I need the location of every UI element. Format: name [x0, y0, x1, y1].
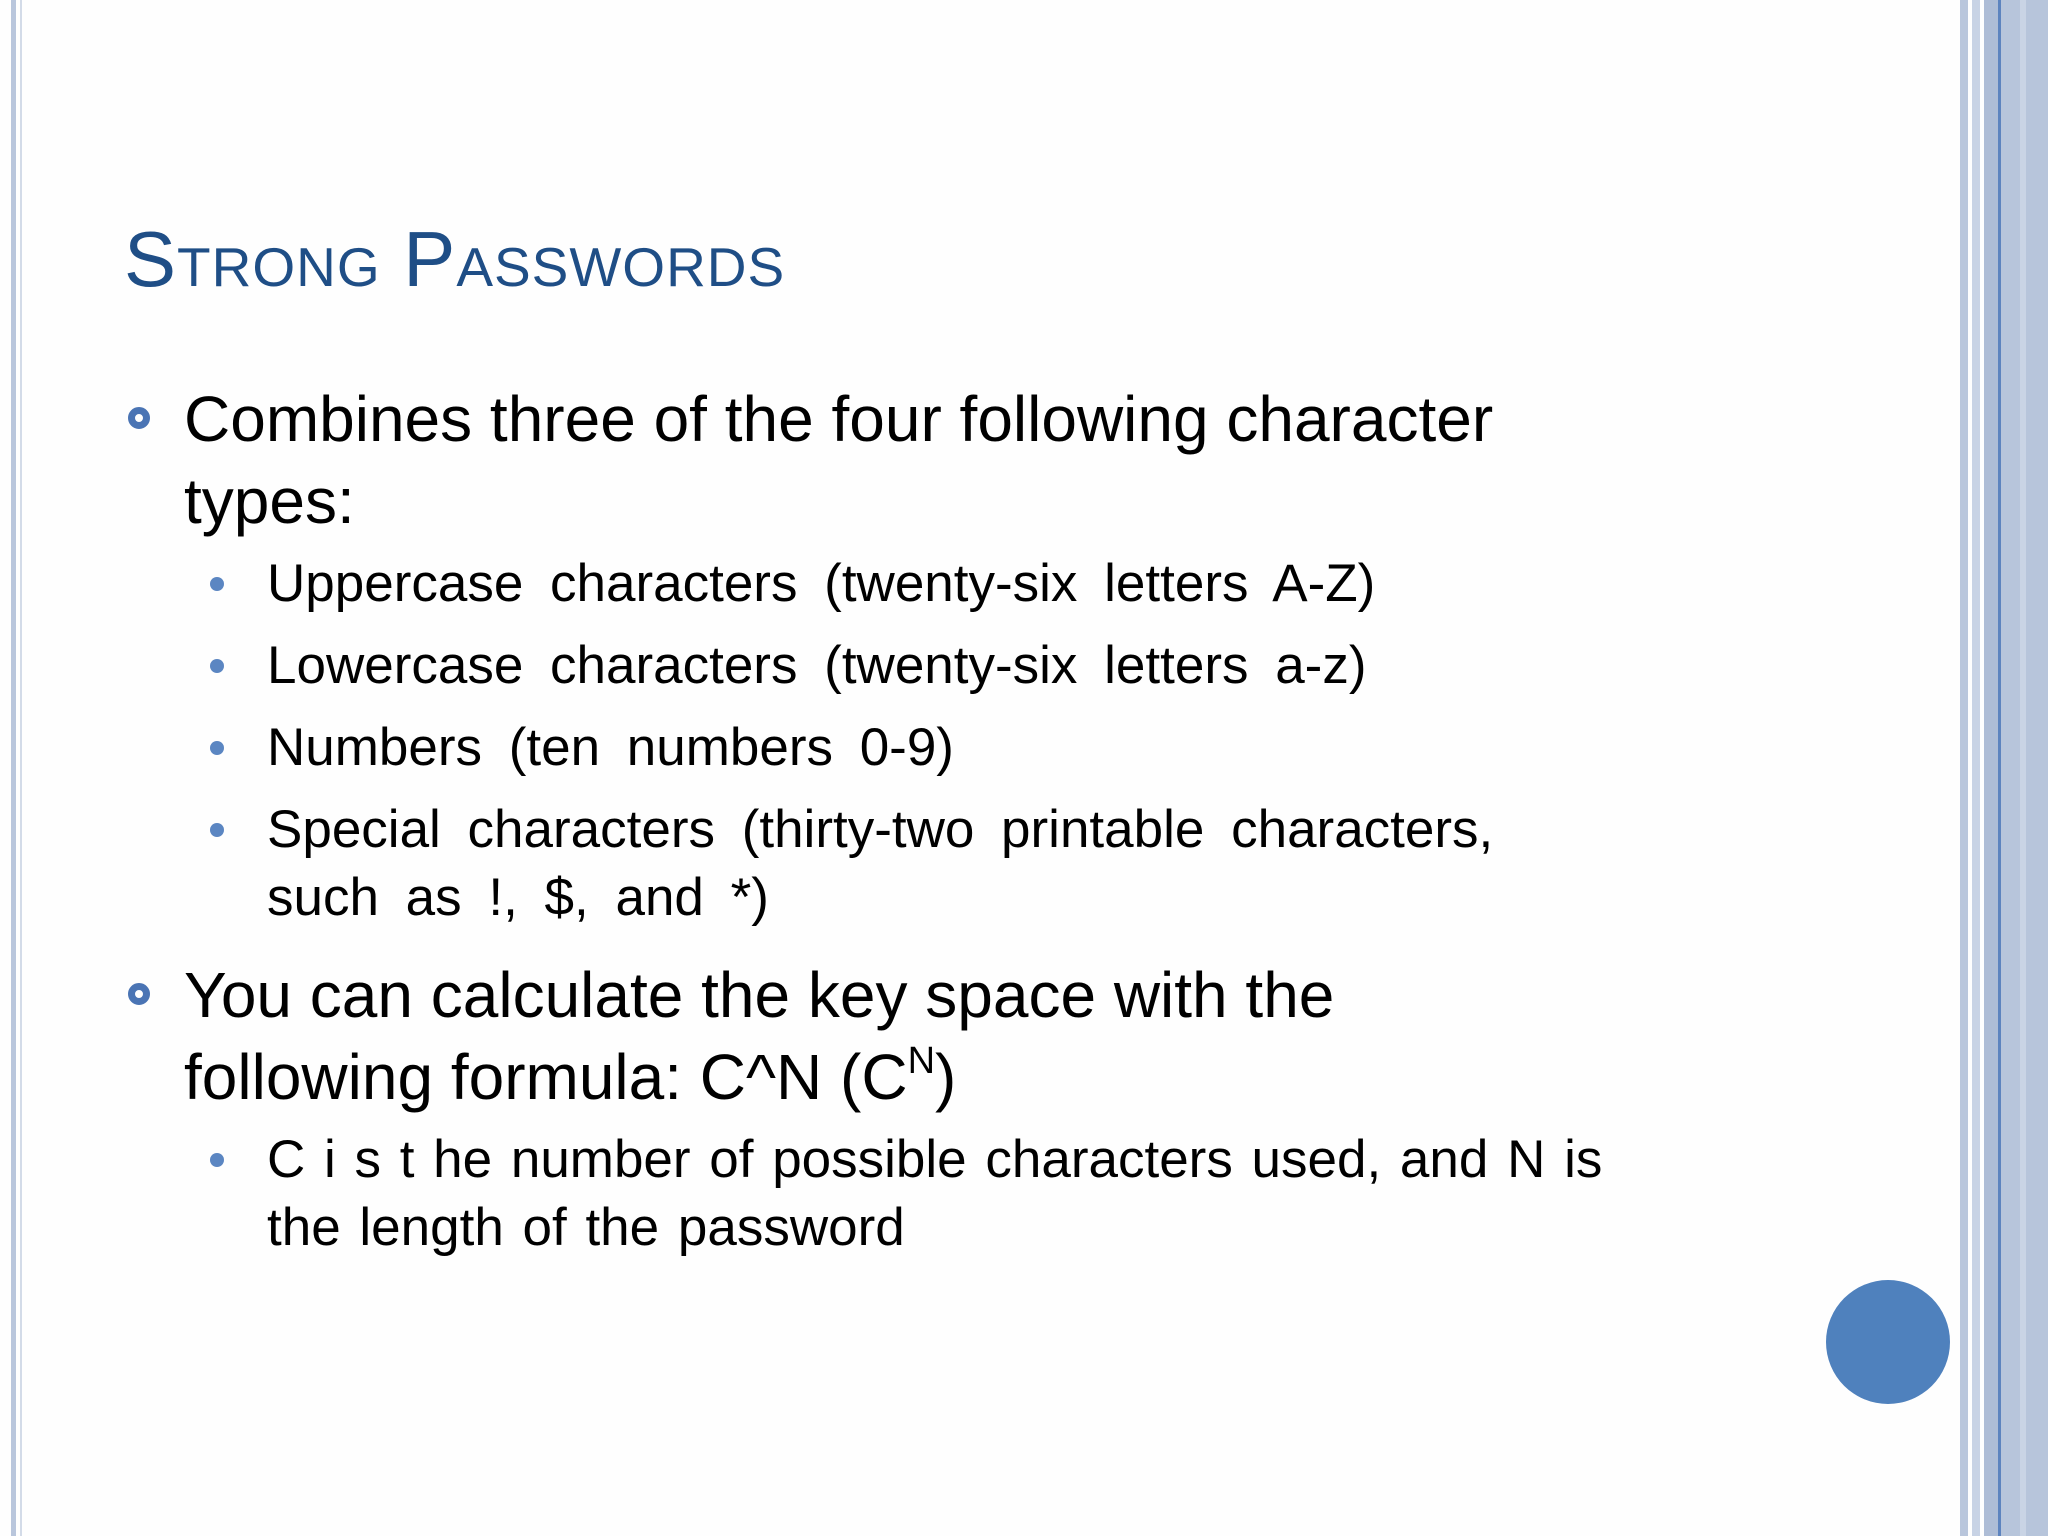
bullet-text-line: types:	[184, 465, 355, 537]
left-border-line-thin	[20, 0, 22, 1536]
bullet-text-line: You can calculate the key space with the	[184, 959, 1335, 1031]
decorative-circle	[1826, 1280, 1950, 1404]
formula-text: following formula: C^N (C	[184, 1041, 908, 1113]
formula-close-paren: )	[935, 1041, 957, 1113]
ring-bullet-icon	[128, 983, 150, 1005]
right-border-band	[2020, 0, 2026, 1536]
right-border-band	[1960, 0, 1968, 1536]
sub-bullet-text-line: the length of the password	[267, 1198, 905, 1257]
ring-bullet-icon	[128, 407, 150, 429]
dot-bullet-icon	[210, 1153, 224, 1167]
sub-bullet-text: Lowercase characters (twenty-six letters a-z)	[267, 636, 1367, 695]
sub-bullet-text-line: C i s t he number of possible characters used, and N is	[267, 1130, 1603, 1189]
sub-bullet-text: Numbers (ten numbers 0-9)	[267, 718, 954, 777]
sub-bullet-text-line: such as !, $, and *)	[267, 868, 769, 927]
sub-bullet-text-line: Special characters (thirty-two printable characters,	[267, 800, 1494, 859]
sub-bullet-text: Uppercase characters (twenty-six letters A-Z)	[267, 554, 1376, 613]
dot-bullet-icon	[210, 659, 224, 673]
bullet-text-line	[184, 1036, 1734, 1118]
dot-bullet-icon	[210, 823, 224, 837]
formula-superscript: N	[907, 1040, 936, 1082]
dot-bullet-icon	[210, 741, 224, 755]
right-border-band	[1984, 0, 1998, 1536]
right-border-band	[1972, 0, 1980, 1536]
slide-title: Strong Passwords	[124, 215, 786, 303]
right-border-accent-line	[1998, 0, 2001, 1536]
bullet-text-line: Combines three of the four following character	[184, 383, 1494, 455]
dot-bullet-icon	[210, 577, 224, 591]
left-border-line	[11, 0, 16, 1536]
